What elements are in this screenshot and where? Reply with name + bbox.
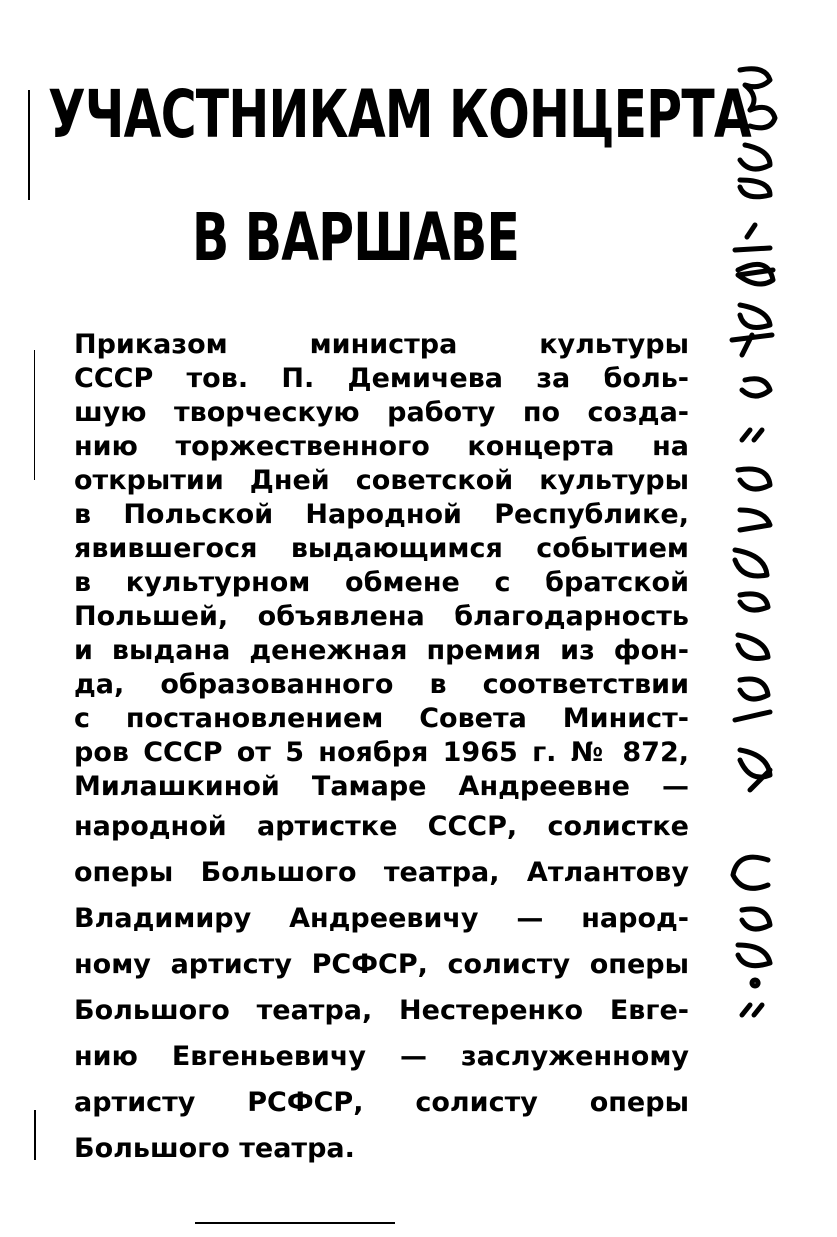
article-line: Большого театра. xyxy=(74,1133,355,1164)
margin-rule xyxy=(34,1110,36,1160)
article-line: ному артисту РСФСР, солисту оперы xyxy=(74,949,689,980)
article-line: да, образованного в соответствии xyxy=(74,669,689,700)
article-line: ров СССР от 5 ноября 1965 г. № 872, xyxy=(74,737,689,768)
margin-rule xyxy=(34,350,35,480)
article-line: нию Евгеньевичу — заслуженному xyxy=(74,1041,689,1072)
headline-line-1: УЧАСТНИКАМ КОНЦЕРТА xyxy=(48,76,751,153)
article-line: с постановлением Совета Минист- xyxy=(74,703,689,734)
article-line: Польшей, объявлена благодарность xyxy=(74,601,689,632)
handwritten-signature-drawing xyxy=(710,50,790,1030)
headline-line-2: В ВАРШАВЕ xyxy=(192,199,520,276)
article-line: нию торжественного концерта на xyxy=(74,431,689,462)
article-line: в Польской Народной Республике, xyxy=(74,499,689,530)
article-line: Приказом министра культуры xyxy=(74,329,689,360)
article-line: народной артистке СССР, солистке xyxy=(74,811,689,842)
article-line: Милашкиной Тамаре Андреевне — xyxy=(74,771,689,802)
article-line: артисту РСФСР, солисту оперы xyxy=(74,1087,689,1118)
bottom-rule xyxy=(195,1222,395,1224)
article-line: в культурном обмене с братской xyxy=(74,567,689,598)
article-line: СССР тов. П. Демичева за боль- xyxy=(74,363,689,394)
article-line: и выдана денежная премия из фон- xyxy=(74,635,689,666)
article-line: открытии Дней советской культуры xyxy=(74,465,689,496)
article-line: Большого театра, Нестеренко Евге- xyxy=(74,995,689,1026)
article-line: явившегося выдающимся событием xyxy=(74,533,689,564)
article-line: оперы Большого театра, Атлантову xyxy=(74,857,689,888)
margin-rule xyxy=(28,90,30,200)
article-line: Владимиру Андреевичу — народ- xyxy=(74,903,689,934)
article-body xyxy=(74,328,689,1172)
article-line: шую творческую работу по созда- xyxy=(74,397,689,428)
